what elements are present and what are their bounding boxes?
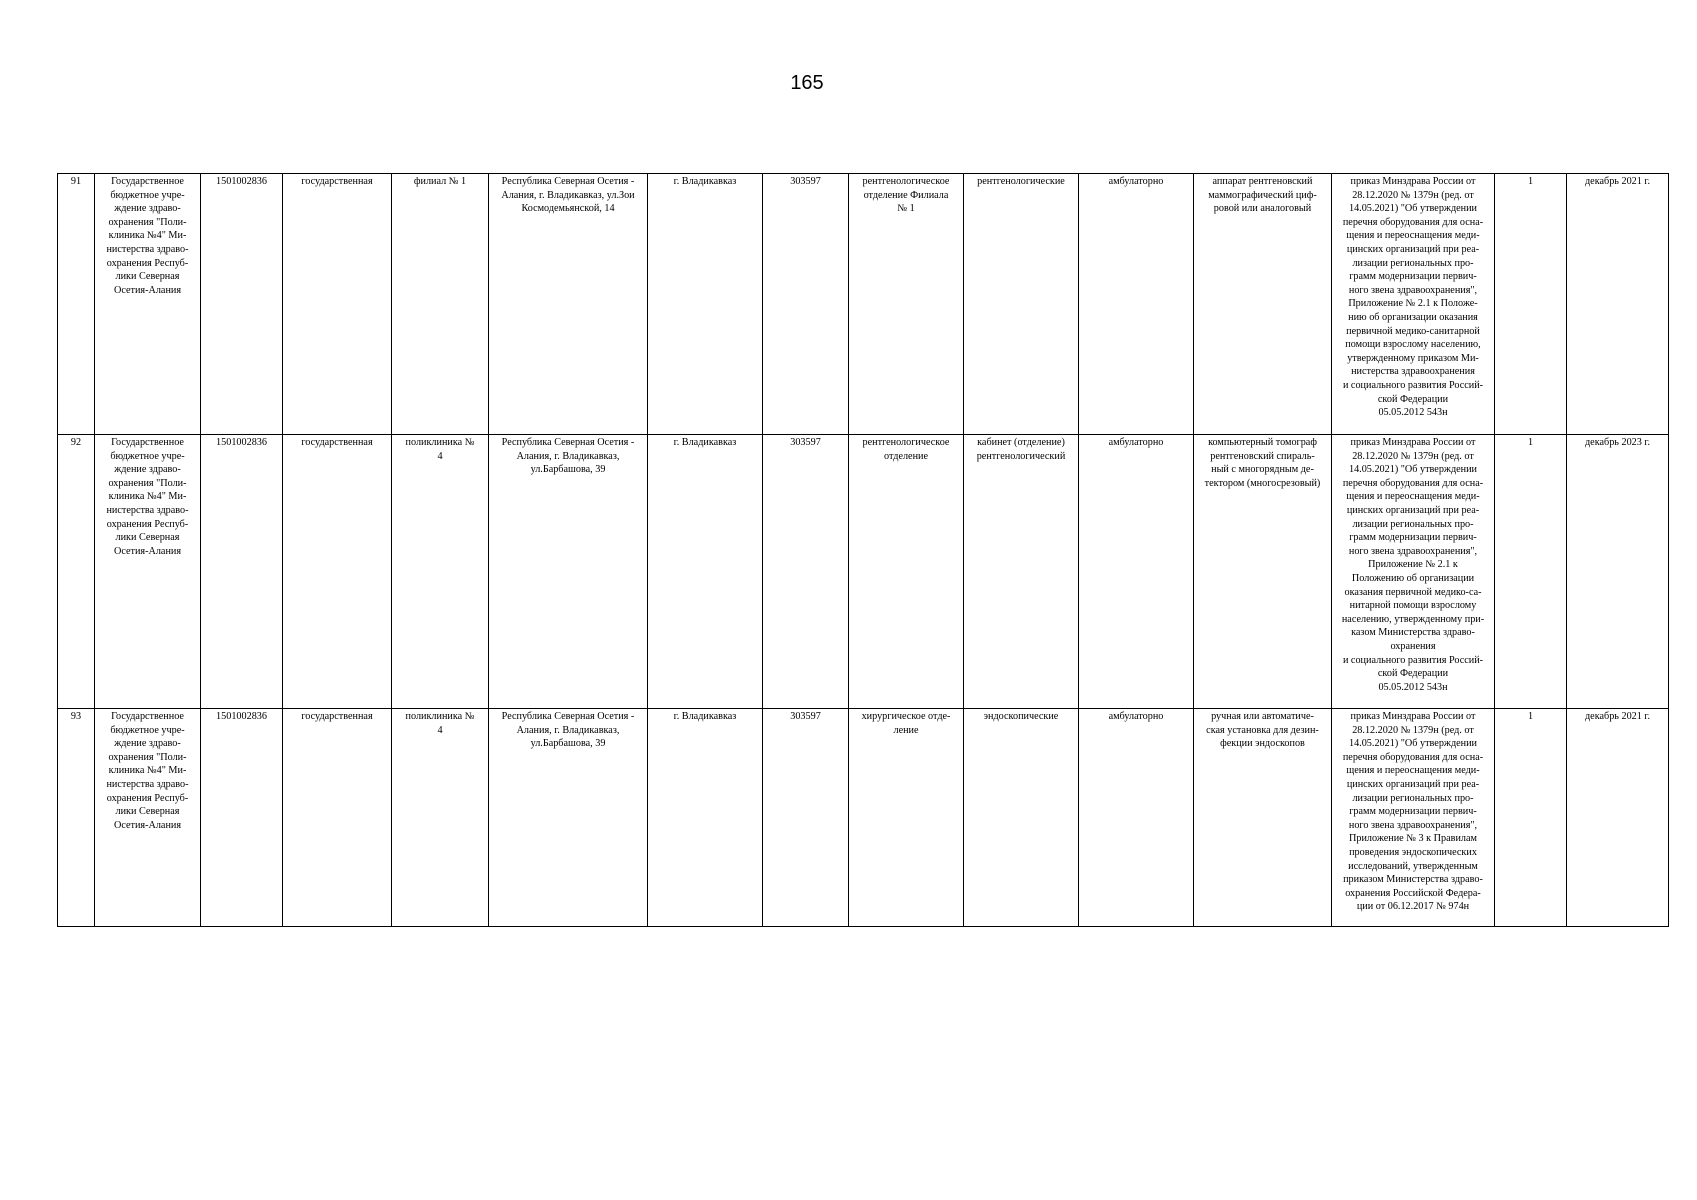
- basis-cell: приказ Минздрава России от 28.12.2020 № 1379н (ред. от 14.05.2021) "Об утверждении перечня оборудования для осна- щения и переоснащения меди- цинских организаций при реа- лизации региональных про- грамм модернизации первич- ного звена здравоохранения", Приложение № 3 к Правилам проведения эндоскопических исследований, утвержденным приказом Министерства здраво- охранения Российской Федера- ции от 06.12.2017 № 974н: [1332, 709, 1495, 927]
- department-cell: хирургическое отде- ление: [849, 709, 964, 927]
- profile-cell: эндоскопические: [964, 709, 1079, 927]
- equipment-cell: компьютерный томограф рентгеновский спираль- ный с многорядным де- тектором (многосрезовый): [1194, 435, 1332, 709]
- profile-cell: кабинет (отделение) рентгенологический: [964, 435, 1079, 709]
- code-cell: 303597: [763, 709, 849, 927]
- subdivision-cell: поликлиника № 4: [392, 709, 489, 927]
- organization-cell: Государственное бюджетное учре- ждение здраво- охранения "Поли- клиника №4" Ми- нистерства здраво- охранения Респуб- лики Северная Осетия-Алания: [95, 709, 201, 927]
- city-cell: г. Владикавказ: [648, 435, 763, 709]
- organization-cell: Государственное бюджетное учре- ждение здраво- охранения "Поли- клиника №4" Ми- нистерства здраво- охранения Респуб- лики Северная Осетия-Алания: [95, 435, 201, 709]
- profile-cell: рентгенологические: [964, 174, 1079, 435]
- table-row: [58, 435, 1669, 709]
- code-cell: 303597: [763, 174, 849, 435]
- row-number-cell: 92: [58, 435, 95, 709]
- page-number: 165: [790, 72, 824, 94]
- subdivision-cell: филиал № 1: [392, 174, 489, 435]
- address-cell: Республика Северная Осетия - Алания, г. Владикавказ, ул.Барбашова, 39: [489, 709, 648, 927]
- address-cell: Республика Северная Осетия - Алания, г. Владикавказ, ул.Барбашова, 39: [489, 435, 648, 709]
- basis-cell: приказ Минздрава России от 28.12.2020 № 1379н (ред. от 14.05.2021) "Об утверждении перечня оборудования для осна- щения и переоснащения меди- цинских организаций при реа- лизации региональных про- грамм модернизации первич- ного звена здравоохранения", Приложение № 2.1 к Положению об организации оказания первичной медико-са- нитарной помощи взрослому населению, утвержденному при- казом Министерства здраво- охранения и социального развития Россий- ской Федерации 05.05.2012 543н: [1332, 435, 1495, 709]
- quantity-cell: 1: [1495, 174, 1567, 435]
- equipment-cell: аппарат рентгеновский маммографический циф- ровой или аналоговый: [1194, 174, 1332, 435]
- inn-cell: 1501002836: [201, 435, 283, 709]
- date-cell: декабрь 2021 г.: [1567, 709, 1669, 927]
- equipment-cell: ручная или автоматиче- ская установка для дезин- фекции эндоскопов: [1194, 709, 1332, 927]
- equipment-registry-table: [57, 173, 1669, 927]
- row-number-cell: 93: [58, 709, 95, 927]
- date-cell: декабрь 2023 г.: [1567, 435, 1669, 709]
- row-number-cell: 91: [58, 174, 95, 435]
- city-cell: г. Владикавказ: [648, 709, 763, 927]
- table-row: [58, 174, 1669, 435]
- subdivision-cell: поликлиника № 4: [392, 435, 489, 709]
- quantity-cell: 1: [1495, 709, 1567, 927]
- ownership-cell: государственная: [283, 174, 392, 435]
- condition-cell: амбулаторно: [1079, 174, 1194, 435]
- department-cell: рентгенологическое отделение Филиала № 1: [849, 174, 964, 435]
- date-cell: декабрь 2021 г.: [1567, 174, 1669, 435]
- ownership-cell: государственная: [283, 435, 392, 709]
- city-cell: г. Владикавказ: [648, 174, 763, 435]
- condition-cell: амбулаторно: [1079, 435, 1194, 709]
- department-cell: рентгенологическое отделение: [849, 435, 964, 709]
- organization-cell: Государственное бюджетное учре- ждение здраво- охранения "Поли- клиника №4" Ми- нистерства здраво- охранения Респуб- лики Северная Осетия-Алания: [95, 174, 201, 435]
- address-cell: Республика Северная Осетия - Алания, г. Владикавказ, ул.Зои Космодемьянской, 14: [489, 174, 648, 435]
- inn-cell: 1501002836: [201, 174, 283, 435]
- quantity-cell: 1: [1495, 435, 1567, 709]
- code-cell: 303597: [763, 435, 849, 709]
- inn-cell: 1501002836: [201, 709, 283, 927]
- ownership-cell: государственная: [283, 709, 392, 927]
- table-row: [58, 709, 1669, 927]
- basis-cell: приказ Минздрава России от 28.12.2020 № 1379н (ред. от 14.05.2021) "Об утверждении перечня оборудования для осна- щения и переоснащения меди- цинских организаций при реа- лизации региональных про- грамм модернизации первич- ного звена здравоохранения", Приложение № 2.1 к Положе- нию об организации оказания первичной медико-санитарной помощи взрослому населению, утвержденному приказом Ми- нистерства здравоохранения и социального развития Россий- ской Федерации 05.05.2012 543н: [1332, 174, 1495, 435]
- condition-cell: амбулаторно: [1079, 709, 1194, 927]
